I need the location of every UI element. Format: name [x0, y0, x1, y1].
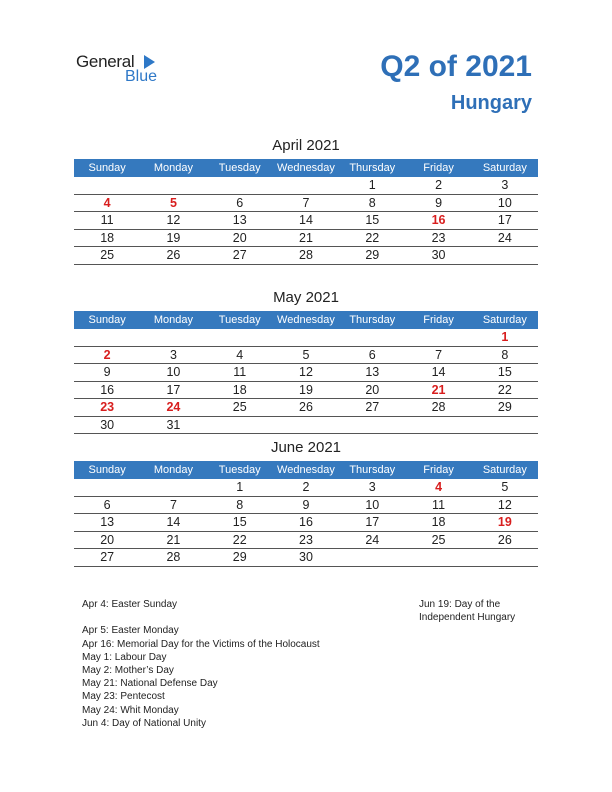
day-cell: 18	[74, 229, 140, 247]
holiday-note: Jun 4: Day of National Unity	[82, 717, 206, 729]
weekday-header-row	[74, 159, 538, 177]
day-cell: 2	[405, 177, 471, 194]
weekday-header: Wednesday	[273, 159, 339, 177]
day-cell: 6	[74, 496, 140, 514]
day-cell: 6	[207, 194, 273, 212]
page-title: Q2 of 2021	[380, 50, 532, 83]
day-cell: 21	[405, 381, 471, 399]
day-cell: 9	[273, 496, 339, 514]
weekday-header: Saturday	[472, 311, 538, 329]
day-cell: 19	[140, 229, 206, 247]
day-cell: 19	[273, 381, 339, 399]
day-cell: 12	[140, 212, 206, 230]
holiday-notes-left	[82, 598, 320, 730]
day-cell: 17	[339, 514, 405, 532]
week-row	[74, 194, 538, 212]
week-row	[74, 496, 538, 514]
day-cell: 20	[207, 229, 273, 247]
day-cell: 22	[339, 229, 405, 247]
week-row	[74, 479, 538, 496]
weekday-header: Tuesday	[207, 311, 273, 329]
day-cell: 24	[339, 531, 405, 549]
day-cell: 11	[405, 496, 471, 514]
holiday-notes-right	[419, 598, 515, 624]
holiday-note: Apr 16: Memorial Day for the Victims of the Holocaust	[82, 638, 320, 650]
day-cell: 21	[140, 531, 206, 549]
day-cell: 4	[74, 194, 140, 212]
empty-day-cell	[207, 329, 273, 346]
day-cell: 30	[405, 247, 471, 265]
empty-day-cell	[207, 416, 273, 434]
day-cell: 10	[339, 496, 405, 514]
week-row	[74, 531, 538, 549]
day-cell: 23	[273, 531, 339, 549]
day-cell: 11	[207, 364, 273, 382]
logo-general-text: General	[76, 52, 135, 71]
week-row	[74, 329, 538, 346]
day-cell: 17	[140, 381, 206, 399]
day-cell: 27	[339, 399, 405, 417]
day-cell: 29	[472, 399, 538, 417]
empty-day-cell	[140, 479, 206, 496]
day-cell: 20	[339, 381, 405, 399]
day-cell: 3	[140, 346, 206, 364]
day-cell: 8	[207, 496, 273, 514]
day-cell: 29	[207, 549, 273, 567]
weekday-header: Monday	[140, 159, 206, 177]
day-cell: 13	[339, 364, 405, 382]
logo-flag-icon	[144, 55, 155, 69]
empty-day-cell	[207, 177, 273, 194]
day-cell: 22	[472, 381, 538, 399]
empty-day-cell	[472, 247, 538, 265]
day-cell: 22	[207, 531, 273, 549]
month-title: June 2021	[270, 439, 342, 456]
holiday-note: May 24: Whit Monday	[82, 704, 179, 716]
day-cell: 23	[74, 399, 140, 417]
day-cell: 13	[74, 514, 140, 532]
weekday-header: Tuesday	[207, 461, 273, 479]
empty-day-cell	[74, 329, 140, 346]
day-cell: 14	[273, 212, 339, 230]
empty-day-cell	[339, 416, 405, 434]
week-row	[74, 416, 538, 434]
holiday-note: Apr 4: Easter Sunday	[82, 599, 178, 610]
day-cell: 3	[339, 479, 405, 496]
day-cell: 29	[339, 247, 405, 265]
day-cell: 7	[405, 346, 471, 364]
calendar-table	[74, 311, 538, 434]
day-cell: 27	[74, 549, 140, 567]
day-cell: 30	[74, 416, 140, 434]
weekday-header: Monday	[140, 311, 206, 329]
day-cell: 21	[273, 229, 339, 247]
weekday-header: Sunday	[74, 311, 140, 329]
day-cell: 7	[273, 194, 339, 212]
weekday-header: Wednesday	[273, 461, 339, 479]
empty-day-cell	[140, 329, 206, 346]
week-row	[74, 514, 538, 532]
day-cell: 10	[140, 364, 206, 382]
day-cell: 11	[74, 212, 140, 230]
empty-day-cell	[140, 177, 206, 194]
day-cell: 6	[339, 346, 405, 364]
day-cell: 15	[207, 514, 273, 532]
day-cell: 12	[273, 364, 339, 382]
day-cell: 26	[140, 247, 206, 265]
holiday-note: May 2: Mother’s Day	[82, 664, 174, 676]
day-cell: 10	[472, 194, 538, 212]
day-cell: 12	[472, 496, 538, 514]
week-row	[74, 364, 538, 382]
weekday-header: Tuesday	[207, 159, 273, 177]
weekday-header: Thursday	[339, 461, 405, 479]
weekday-header: Friday	[405, 461, 471, 479]
weekday-header: Saturday	[472, 159, 538, 177]
weekday-header: Sunday	[74, 159, 140, 177]
day-cell: 24	[140, 399, 206, 417]
day-cell: 28	[405, 399, 471, 417]
holiday-note: May 21: National Defense Day	[82, 678, 218, 690]
calendar-table	[74, 461, 538, 567]
day-cell: 9	[74, 364, 140, 382]
day-cell: 26	[273, 399, 339, 417]
day-cell: 5	[472, 479, 538, 496]
country-title: Hungary	[450, 92, 532, 114]
day-cell: 31	[140, 416, 206, 434]
calendar-table	[74, 159, 538, 265]
week-row	[74, 212, 538, 230]
month-may	[74, 288, 538, 434]
month-april	[74, 136, 538, 265]
holiday-note: Jun 19: Day of the	[419, 599, 501, 610]
day-cell: 30	[273, 549, 339, 567]
day-cell: 16	[405, 212, 471, 230]
day-cell: 5	[273, 346, 339, 364]
day-cell: 13	[207, 212, 273, 230]
day-cell: 27	[207, 247, 273, 265]
day-cell: 3	[472, 177, 538, 194]
empty-day-cell	[339, 329, 405, 346]
day-cell: 1	[472, 329, 538, 346]
weekday-header: Saturday	[472, 461, 538, 479]
week-row	[74, 381, 538, 399]
week-row	[74, 399, 538, 417]
day-cell: 17	[472, 212, 538, 230]
week-row	[74, 549, 538, 567]
week-row	[74, 247, 538, 265]
weekday-header: Friday	[405, 311, 471, 329]
day-cell: 4	[405, 479, 471, 496]
day-cell: 14	[405, 364, 471, 382]
weekday-header: Thursday	[339, 311, 405, 329]
weekday-header: Monday	[140, 461, 206, 479]
month-title: May 2021	[273, 289, 339, 306]
day-cell: 26	[472, 531, 538, 549]
logo	[76, 52, 158, 85]
day-cell: 15	[339, 212, 405, 230]
empty-day-cell	[472, 549, 538, 567]
weekday-header-row	[74, 461, 538, 479]
empty-day-cell	[405, 329, 471, 346]
week-row	[74, 346, 538, 364]
empty-day-cell	[74, 177, 140, 194]
day-cell: 1	[207, 479, 273, 496]
weekday-header-row	[74, 311, 538, 329]
day-cell: 7	[140, 496, 206, 514]
day-cell: 25	[207, 399, 273, 417]
week-row	[74, 177, 538, 194]
day-cell: 8	[472, 346, 538, 364]
day-cell: 23	[405, 229, 471, 247]
day-cell: 8	[339, 194, 405, 212]
empty-day-cell	[273, 329, 339, 346]
day-cell: 16	[273, 514, 339, 532]
day-cell: 2	[273, 479, 339, 496]
day-cell: 25	[405, 531, 471, 549]
weekday-header: Friday	[405, 159, 471, 177]
day-cell: 18	[405, 514, 471, 532]
empty-day-cell	[74, 479, 140, 496]
empty-day-cell	[405, 416, 471, 434]
holiday-note: Independent Hungary	[419, 612, 516, 624]
day-cell: 4	[207, 346, 273, 364]
day-cell: 14	[140, 514, 206, 532]
day-cell: 9	[405, 194, 471, 212]
day-cell: 15	[472, 364, 538, 382]
logo-blue-text: Blue	[125, 68, 158, 85]
empty-day-cell	[405, 549, 471, 567]
weekday-header: Sunday	[74, 461, 140, 479]
day-cell: 28	[140, 549, 206, 567]
holiday-note: May 1: Labour Day	[82, 651, 167, 663]
empty-day-cell	[339, 549, 405, 567]
weekday-header: Thursday	[339, 159, 405, 177]
month-june	[74, 438, 538, 567]
day-cell: 2	[74, 346, 140, 364]
day-cell: 28	[273, 247, 339, 265]
day-cell: 16	[74, 381, 140, 399]
month-title: April 2021	[272, 137, 340, 154]
day-cell: 19	[472, 514, 538, 532]
empty-day-cell	[472, 416, 538, 434]
weekday-header: Wednesday	[273, 311, 339, 329]
week-row	[74, 229, 538, 247]
day-cell: 18	[207, 381, 273, 399]
holiday-note: Apr 5: Easter Monday	[82, 625, 179, 637]
day-cell: 25	[74, 247, 140, 265]
empty-day-cell	[273, 416, 339, 434]
day-cell: 1	[339, 177, 405, 194]
day-cell: 5	[140, 194, 206, 212]
note-spacer	[82, 611, 320, 624]
day-cell: 24	[472, 229, 538, 247]
day-cell: 20	[74, 531, 140, 549]
holiday-note: May 23: Pentecost	[82, 691, 165, 703]
empty-day-cell	[273, 177, 339, 194]
